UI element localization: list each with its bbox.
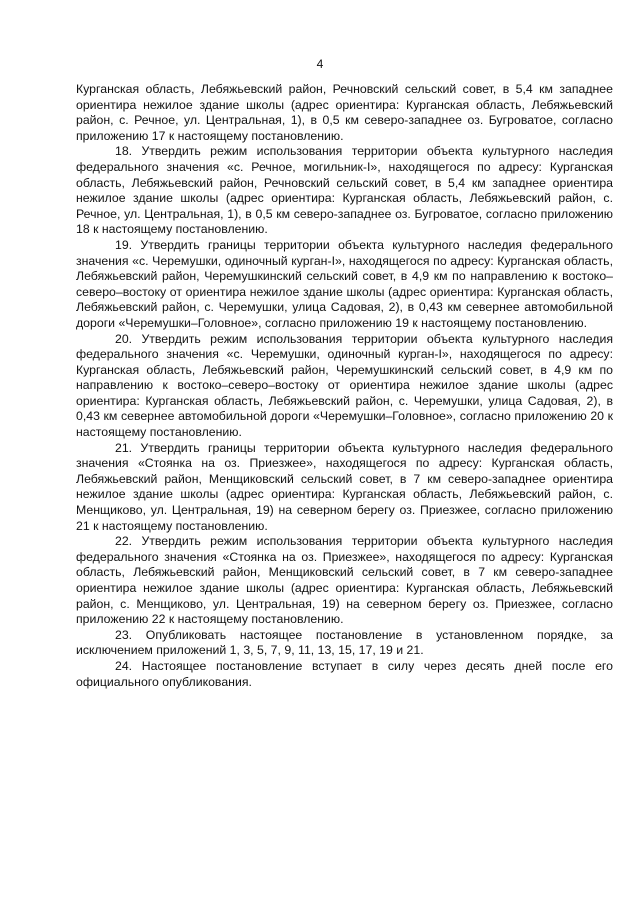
paragraph-23: 23. Опубликовать настоящее постановление в установленном порядке, за исключением приложений 1, 3, 5, 7, 9, 11, 13, 15, 17, 19 и 21.	[76, 627, 613, 658]
paragraph-continuation: Курганская область, Лебяжьевский район, Речновский сельский совет, в 5,4 км западнее ориентира нежилое здание школы (адрес ориентира: Курганская область, Лебяжьевский район, с. Речное, ул. Центральная, 1), в 0,5 км северо-западнее оз. Бугроватое, согласно приложению 17 к настоящему постановлению.	[76, 82, 613, 143]
document-body	[76, 82, 613, 690]
paragraph-22: 22. Утвердить режим использования территории объекта культурного наследия федерального значения «Стоянка на оз. Приезжее», находящегося по адресу: Курганская область, Лебяжьевский район, Менщиковский сельский совет, в 7 км северо-западнее ориентира нежилое здание школы (адрес ориентира: Курганская область, Лебяжьевский район, с. Менщиково, ул. Центральная, 19) на северном берегу оз. Приезжее, согласно приложению 22 к настоящему постановлению.	[76, 534, 613, 627]
paragraph-21: 21. Утвердить границы территории объекта культурного наследия федерального значения «Стоянка на оз. Приезжее», находящегося по адресу: Курганская область, Лебяжьевский район, Менщиковский сельский совет, в 7 км северо-западнее ориентира нежилое здание школы (адрес ориентира: Курганская область, Лебяжьевский район, с. Менщиково, ул. Центральная, 19) на северном берегу оз. Приезжее, согласно приложению 21 к настоящему постановлению.	[76, 440, 613, 533]
paragraph-20: 20. Утвердить режим использования территории объекта культурного наследия федерального значения «с. Черемушки, одиночный курган-I», находящегося по адресу: Курганская область, Лебяжьевский район, Черемушкинский сельский совет, в 4,9 км по направлению к востоко–северо–востоку от ориентира нежилое здание школы (адрес ориентира: Курганская область, Лебяжьевский район, с. Черемушки, улица Садовая, 2), в 0,43 км севернее автомобильной дороги «Черемушки–Головное», согласно приложению 20 к настоящему постановлению.	[76, 331, 613, 440]
paragraph-19: 19. Утвердить границы территории объекта культурного наследия федерального значения «с. Черемушки, одиночный курган-I», находящегося по адресу: Курганская область, Лебяжьевский район, Черемушкинский сельский совет, в 4,9 км по направлению к востоко–северо–востоку от ориентира нежилое здание школы (адрес ориентира: Курганская область, Лебяжьевский район, с. Черемушки, улица Садовая, 2), в 0,43 км севернее автомобильной дороги «Черемушки–Головное», согласно приложению 19 к настоящему постановлению.	[76, 237, 613, 330]
paragraph-24: 24. Настоящее постановление вступает в силу через десять дней после его официального опубликования.	[76, 658, 613, 689]
paragraph-18: 18. Утвердить режим использования территории объекта культурного наследия федерального значения «с. Речное, могильник-I», находящегося по адресу: Курганская область, Лебяжьевский район, Речновский сельский совет, в 5,4 км западнее ориентира нежилое здание школы (адрес ориентира: Курганская область, Лебяжьевский район, с. Речное, ул. Центральная, 1), в 0,5 км северо-западнее оз. Бугроватое, согласно приложению 18 к настоящему постановлению.	[76, 144, 613, 237]
page-number: 4	[316, 57, 324, 71]
